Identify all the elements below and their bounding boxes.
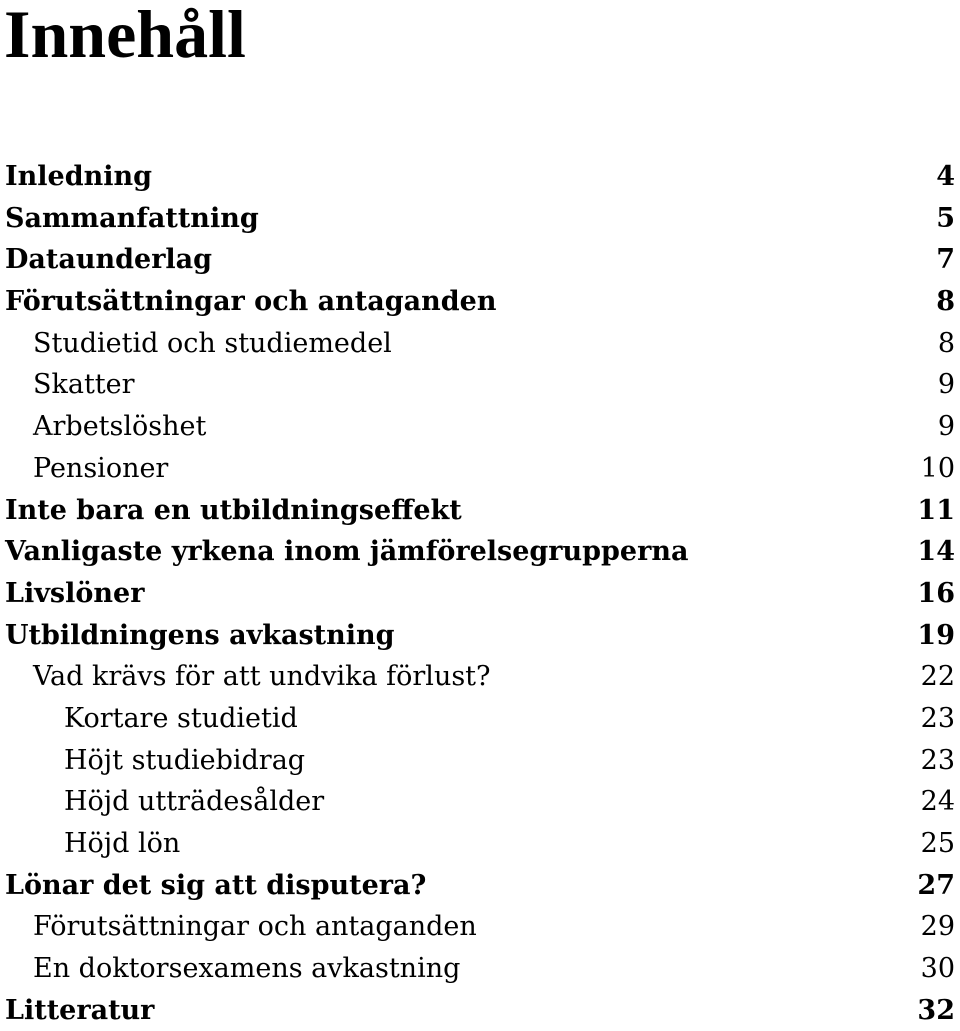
toc-subsubentry-page: 24 [920,786,955,818]
toc-subentry-page: 22 [920,661,955,693]
toc-subentry-page: 29 [920,911,955,943]
toc-subsubentry-label: Höjt studiebidrag [64,744,306,776]
toc-entry-label: Inledning [5,161,152,192]
toc-subentry-label: Förutsättningar och antaganden [33,911,477,943]
toc-subsubentry-label: Höjd utträdesålder [64,786,325,818]
toc-entry[interactable] [0,573,960,615]
toc-entry-page: 11 [917,494,955,526]
toc-subentry[interactable] [0,906,960,948]
toc-subentry-page: 10 [920,452,955,484]
toc-subsubentry-label: Höjd lön [64,828,181,859]
toc-subentry[interactable] [0,323,960,365]
toc-entry-label: Sammanfattning [5,202,259,234]
toc-entry-page: 8 [936,286,955,318]
toc-subentry-label: En doktorsexamens avkastning [33,953,461,985]
toc-entry-page: 27 [917,869,955,901]
toc-subentry-label: Pensioner [33,452,169,484]
toc-entry[interactable] [0,531,960,573]
toc-subsubentry[interactable] [0,740,960,782]
toc-entry[interactable] [0,281,960,323]
toc-subentry[interactable] [0,948,960,990]
toc-entry-label: Inte bara en utbildningseffekt [5,494,462,526]
toc-entry-page: 19 [917,619,955,651]
toc-entry-label: Utbildningens avkastning [5,619,395,651]
toc-subsubentry[interactable] [0,823,960,865]
page-title: Innehåll [4,0,246,72]
toc-subentry-page: 8 [937,327,955,359]
toc-subentry[interactable] [0,448,960,490]
toc-subsubentry-page: 23 [920,744,955,776]
table-of-contents [0,156,960,1031]
toc-entry-label: Litteratur [5,994,155,1026]
toc-entry[interactable] [0,198,960,240]
toc-entry[interactable] [0,156,960,198]
toc-subsubentry-page: 25 [920,828,955,859]
toc-subsubentry-page: 23 [920,702,955,734]
toc-subentry[interactable] [0,656,960,698]
toc-entry-page: 14 [917,536,955,568]
toc-subsubentry[interactable] [0,698,960,740]
toc-entry-label: Livslöner [5,577,145,609]
toc-entry[interactable] [0,990,960,1031]
toc-entry-page: 7 [936,244,955,276]
toc-subentry-page: 9 [937,369,955,401]
toc-subentry[interactable] [0,406,960,448]
toc-entry-label: Lönar det sig att disputera? [5,869,427,901]
toc-entry-page: 4 [936,161,955,192]
toc-entry-label: Förutsättningar och antaganden [5,286,497,318]
toc-subentry[interactable] [0,364,960,406]
toc-entry-label: Dataunderlag [5,244,213,276]
toc-subentry-label: Arbetslöshet [33,411,207,443]
toc-subentry-page: 9 [937,411,955,443]
toc-entry-page: 5 [936,202,955,234]
toc-subentry-label: Vad krävs för att undvika förlust? [33,661,491,693]
toc-subsubentry-label: Kortare studietid [64,702,298,734]
toc-entry[interactable] [0,239,960,281]
toc-entry-label: Vanligaste yrkena inom jämförelsegrupperna [5,536,689,568]
toc-subentry-label: Skatter [33,369,135,401]
toc-subentry-page: 30 [920,953,955,985]
toc-entry-page: 32 [917,994,955,1026]
toc-subsubentry[interactable] [0,781,960,823]
toc-entry-page: 16 [917,577,955,609]
toc-subentry-label: Studietid och studiemedel [33,327,392,359]
toc-entry[interactable] [0,865,960,907]
toc-entry[interactable] [0,490,960,532]
toc-entry[interactable] [0,615,960,657]
